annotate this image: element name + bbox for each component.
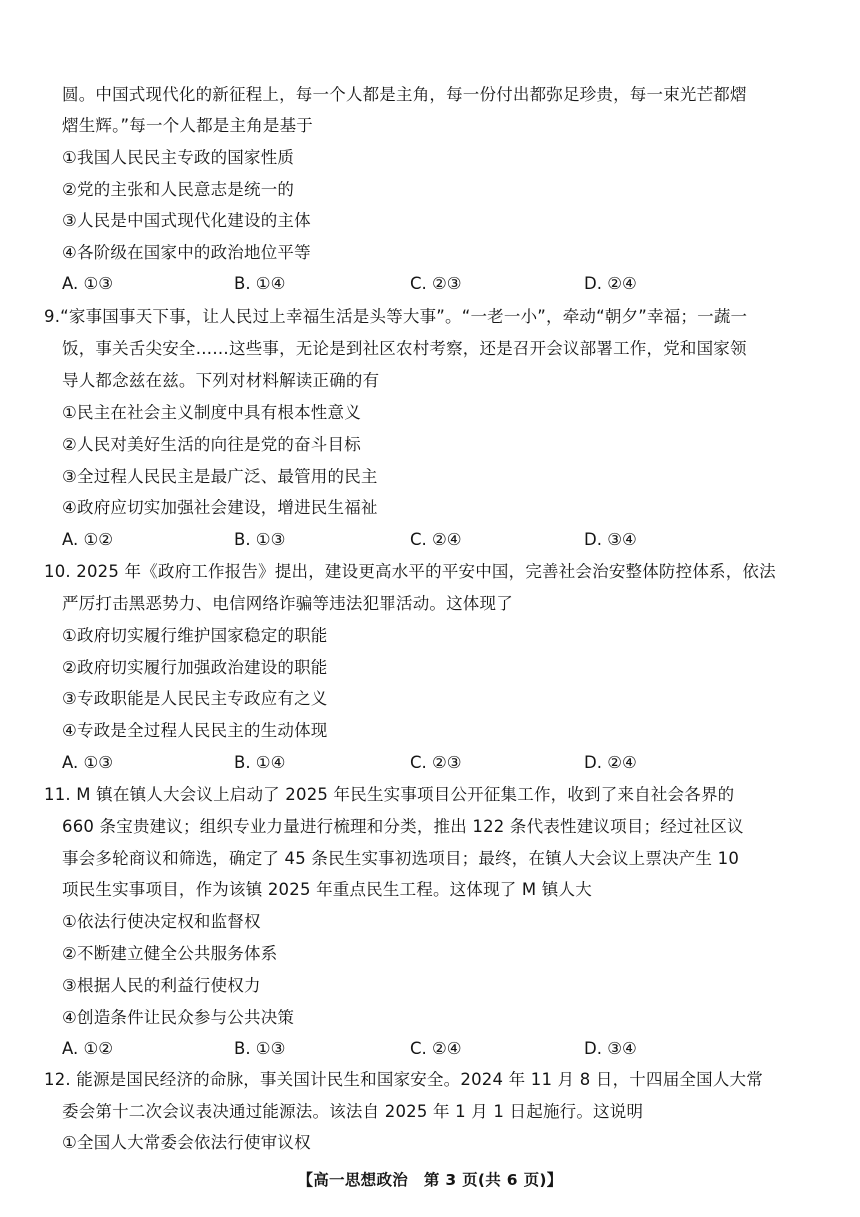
q12-item-1: ①全国人大常委会依法行使审议权 [62,1133,311,1152]
q10-option-b[interactable]: B. ①④ [234,753,286,772]
q11-option-d[interactable]: D. ③④ [584,1039,637,1058]
q10-option-c[interactable]: C. ②③ [410,753,462,772]
q12-stem-line-1: 12. 能源是国民经济的命脉，事关国计民生和国家安全。2024 年 11 月 8 日，十四届全国人大常 [44,1070,763,1089]
q8-item-3: ③人民是中国式现代化建设的主体 [62,211,311,230]
q10-item-4: ④专政是全过程人民民主的生动体现 [62,721,328,740]
q9-option-c[interactable]: C. ②④ [410,530,462,549]
q11-stem-line-3: 事会多轮商议和筛选，确定了 45 条民生实事初选项目；最终，在镇人大会议上票决产生 10 [62,849,740,868]
q11-item-2: ②不断建立健全公共服务体系 [62,944,278,963]
q9-stem-line-2: 饭，事关舌尖安全……这些事，无论是到社区农村考察，还是召开会议部署工作，党和国家领 [62,339,747,358]
q9-stem-line-1: 9.“家事国事天下事，让人民过上幸福生活是头等大事”。“一老一小”，牵动“朝夕”幸福；一蔬一 [44,307,748,326]
q9-stem-line-3: 导人都念兹在兹。下列对材料解读正确的有 [62,371,380,390]
q9-item-3: ③全过程人民民主是最广泛、最管用的民主 [62,467,378,486]
q11-stem-line-4: 项民生实事项目，作为该镇 2025 年重点民生工程。这体现了 M 镇人大 [62,880,592,899]
q11-item-1: ①依法行使决定权和监督权 [62,912,261,931]
q10-item-1: ①政府切实履行维护国家稳定的职能 [62,626,328,645]
q11-item-3: ③根据人民的利益行使权力 [62,976,261,995]
q9-item-1: ①民主在社会主义制度中具有根本性意义 [62,403,361,422]
q10-option-a[interactable]: A. ①③ [62,753,114,772]
q11-option-a[interactable]: A. ①② [62,1039,114,1058]
q8-stem-line-1: 圆。中国式现代化的新征程上，每一个人都是主角，每一份付出都弥足珍贵，每一束光芒都熠 [62,85,747,104]
q11-options [62,1037,822,1061]
q11-option-b[interactable]: B. ①③ [234,1039,286,1058]
q8-stem-line-2: 熠生辉。”每一个人都是主角是基于 [62,116,313,135]
page-footer: 【高一思想政治 第 3 页(共 6 页)】 [297,1171,563,1189]
q8-item-2: ②党的主张和人民意志是统一的 [62,180,295,199]
q9-option-b[interactable]: B. ①③ [234,530,286,549]
q8-option-b[interactable]: B. ①④ [234,274,286,293]
q11-option-c[interactable]: C. ②④ [410,1039,462,1058]
q8-item-1: ①我国人民民主专政的国家性质 [62,148,295,167]
q10-option-d[interactable]: D. ②④ [584,753,637,772]
q9-item-4: ④政府应切实加强社会建设，增进民生福祉 [62,498,378,517]
q11-stem-line-1: 11. M 镇在镇人大会议上启动了 2025 年民生实事项目公开征集工作，收到了来自社会各界的 [44,785,735,804]
q11-item-4: ④创造条件让民众参与公共决策 [62,1008,295,1027]
q8-option-a[interactable]: A. ①③ [62,274,114,293]
q10-stem-line-1: 10. 2025 年《政府工作报告》提出，建设更高水平的平安中国，完善社会治安整体防控体系，依法 [44,562,776,581]
q11-stem-line-2: 660 条宝贵建议；组织专业力量进行梳理和分类，推出 122 条代表性建议项目；经过社区议 [62,817,744,836]
q9-option-d[interactable]: D. ③④ [584,530,637,549]
q8-option-c[interactable]: C. ②③ [410,274,462,293]
q10-stem-line-2: 严厉打击黑恶势力、电信网络诈骗等违法犯罪活动。这体现了 [62,594,513,613]
q9-option-a[interactable]: A. ①② [62,530,114,549]
q12-stem-line-2: 委会第十二次会议表决通过能源法。该法自 2025 年 1 月 1 日起施行。这说明 [62,1102,644,1121]
q10-item-2: ②政府切实履行加强政治建设的职能 [62,658,328,677]
q10-options [62,751,822,775]
q8-item-4: ④各阶级在国家中的政治地位平等 [62,243,311,262]
q10-item-3: ③专政职能是人民民主专政应有之义 [62,689,328,708]
q8-option-d[interactable]: D. ②④ [584,274,637,293]
q9-item-2: ②人民对美好生活的向往是党的奋斗目标 [62,435,361,454]
q8-options [62,272,822,296]
q9-options [62,528,822,552]
